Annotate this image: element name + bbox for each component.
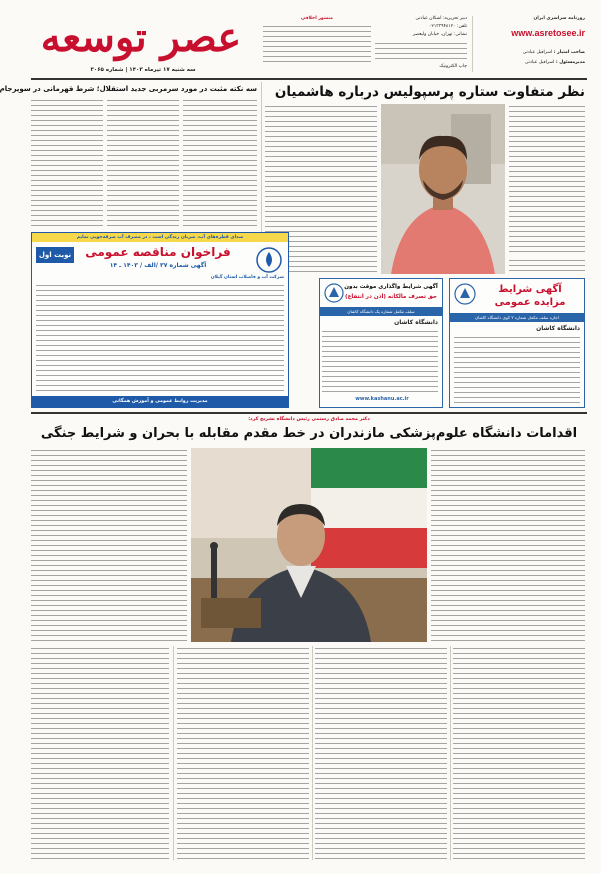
auction-left-sub: سلف مکمل شماره یک دانشگاه کاشان [320,307,442,316]
auction-ad-right[interactable] [449,278,585,408]
tender-ad-body [36,283,284,391]
player-photo [381,104,505,274]
auction-left-website[interactable]: www.kashanu.ac.ir [355,396,409,402]
auction-left-university: دانشگاه کاشان [394,319,438,326]
column-divider [312,646,313,860]
logo-text: عصر توسعه [40,14,242,61]
address-line: تلفن: ۰۲۱۳۳۹۴۸۱۲۰ [429,24,467,29]
bottom-body-col-4 [31,646,169,860]
headline-body-col-1 [509,104,585,254]
side-article-col-3 [31,98,103,228]
auction-right-sub: اجاره سلف مکمل شماره ۲ کوی دانشگاه کاشان [450,313,584,322]
owner-row [479,50,585,56]
auction-right-university: دانشگاه کاشان [536,325,580,332]
date-line: سه شنبه ۱۷ تیرماه ۱۴۰۳ | شماره ۳۰۶۵ [90,67,196,73]
tender-ad[interactable] [31,232,289,408]
bottom-body-col-2 [315,646,447,860]
column-divider [450,646,451,860]
column-divider [173,646,174,860]
side-article-col-2 [107,98,179,228]
bottom-photo [191,448,427,642]
tender-ad-footer: مدیریت روابط عمومی و آموزش همگانی [32,396,288,407]
university-emblem-icon [454,283,476,305]
auction-left-title-2: حق تصرف مالکانه (اذن در انتفاع) [345,294,437,300]
address-line: دبیر تحریریه: اشکان عبادتی [415,16,467,21]
address-line: نشانی: تهران، خیابان ولیعصر [412,32,467,37]
auction-left-title-1: آگهی شرایط واگذاری موقت بدون [344,284,438,290]
main-headline: نظر متفاوت ستاره پرسپولیس درباره هاشمیان [274,84,585,100]
tender-ad-company: شرکت آب و فاضلاب استان گیلان [210,275,284,280]
bottom-kicker: دکتر محمد صادق رستمی رئیس دانشگاه تشریح کرد: [248,417,370,422]
ethics-notice-title: منشور اخلاقی [301,16,333,21]
headline-body-col-3 [509,258,585,274]
side-article-title: سه نکته مثبت در مورد سرمربی جدید استقلال؛ شرط قهرمانی در سوپرجام [0,85,257,93]
bottom-body-col-right-top [431,448,585,642]
website-link[interactable]: www.asretosee.ir [511,28,585,38]
owner-value: اسرافیل عبادتی [522,50,553,55]
ethics-notice [263,16,371,66]
masthead-address [375,16,467,76]
auction-right-title-2: مزایده عمومی [494,297,566,308]
player-photo-svg [381,104,505,274]
tender-ad-subtitle: آگهی شماره ۳۷ /الف / ۱۴۰۳ ـ ۱۴ [109,262,207,269]
university-emblem-icon [324,283,344,303]
auction-right-body [454,335,580,403]
bottom-photo-svg [191,448,427,642]
bottom-body-col-1 [453,646,585,860]
manager-label: مدیرمسئول : [555,60,585,65]
print-line: چاپ الکترونیک [439,64,467,69]
masthead-rule [31,78,587,80]
address-extra [375,41,467,61]
manager-row [479,60,585,66]
ethics-notice-text [263,24,371,64]
bottom-body-col-3 [177,646,309,860]
tender-ad-header: صدای قطره‌های آب، ضربان زندگی است ، در مصرف آب صرفه‌جویی نمایم [32,233,288,242]
newspaper-subtitle: روزنامه سراسری ایران [533,16,585,21]
auction-right-title-1: آگهی شرایط [498,284,562,295]
bottom-headline: اقدامات دانشگاه علوم‌پزشکی مازندران در خط مقدم مقابله با بحران و شرایط جنگی [40,426,578,441]
owner-label: صاحب امتیاز : [553,50,585,55]
tender-ad-badge: نوبت اول [36,247,74,263]
masthead-divider [472,16,473,72]
masthead-info-block [477,14,587,76]
auction-left-body [322,329,438,393]
section-rule [31,412,587,414]
manager-value: اسرافیل عبادتی [524,60,555,65]
side-article-col-1 [183,98,257,228]
masthead [31,14,587,76]
water-drop-icon [256,247,282,273]
newspaper-logo[interactable] [31,14,251,62]
tender-ad-title: فراخوان مناقصه عمومی [85,245,231,259]
bottom-body-col-left-top [31,448,187,642]
auction-ad-left[interactable] [319,278,443,408]
